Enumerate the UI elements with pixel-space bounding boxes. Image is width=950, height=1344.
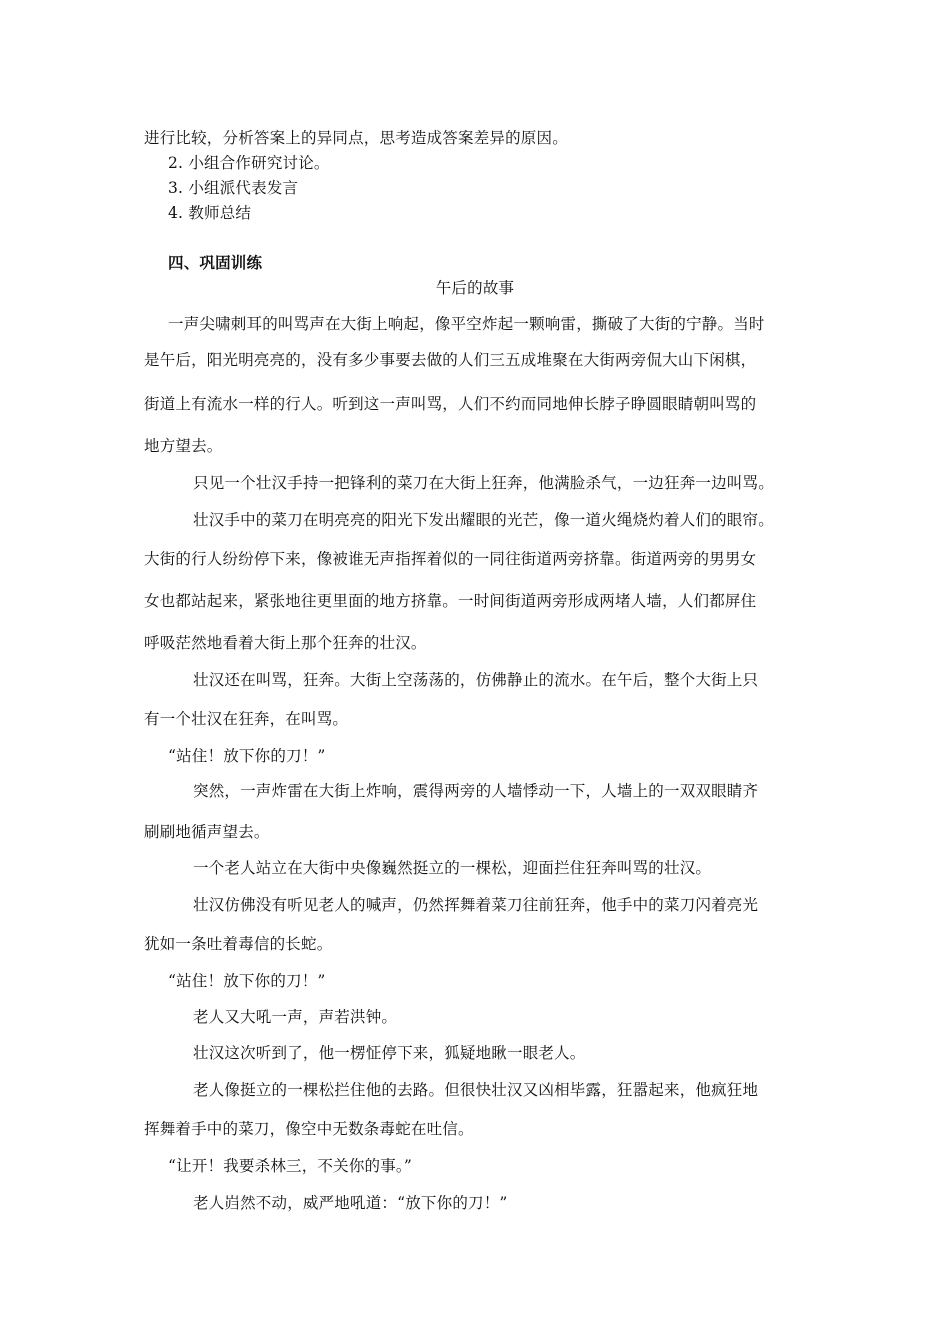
story-line: 只见一个壮汉手持一把锋利的菜刀在大街上狂奔，他满脸杀气，一边狂奔一边叫骂。	[193, 474, 774, 492]
intro-line-3: 3. 小组派代表发言	[168, 179, 299, 197]
story-line: 壮汉手中的菜刀在明亮亮的阳光下发出耀眼的光芒，像一道火绳烧灼着人们的眼帘。	[193, 511, 774, 529]
story-line: 街道上有流水一样的行人。听到这一声叫骂，人们不约而同地伸长脖子睁圆眼睛朝叫骂的	[144, 395, 757, 413]
story-line: 壮汉这次听到了，他一楞怔停下来，狐疑地瞅一眼老人。	[193, 1044, 586, 1062]
story-line: 大街的行人纷纷停下来，像被谁无声指挥着似的一同往街道两旁挤靠。街道两旁的男男女	[144, 550, 757, 568]
story-line: “站住！放下你的刀！”	[168, 972, 326, 990]
story-line: 呼吸茫然地看着大街上那个狂奔的壮汉。	[144, 634, 427, 652]
story-line: 是午后，阳光明亮亮的，没有多少事要去做的人们三五成堆聚在大街两旁侃大山下闲棋，	[144, 351, 757, 369]
story-line: 老人像挺立的一棵松拦住他的去路。但很快壮汉又凶相毕露，狂嚣起来，他疯狂地	[193, 1081, 759, 1099]
story-line: “站住！放下你的刀！”	[168, 747, 326, 765]
story-title: 午后的故事	[435, 279, 515, 297]
story-line: 有一个壮汉在狂奔，在叫骂。	[144, 710, 349, 728]
story-line: “让开！我要杀林三，不关你的事。”	[168, 1157, 412, 1175]
story-line: 刷刷地循声望去。	[144, 823, 270, 841]
story-line: 地方望去。	[144, 437, 223, 455]
story-line: 壮汉仿佛没有听见老人的喊声，仍然挥舞着菜刀往前狂奔，他手中的菜刀闪着亮光	[193, 896, 759, 914]
story-line: 突然，一声炸雷在大街上炸响，震得两旁的人墙悸动一下，人墙上的一双双眼睛齐	[193, 782, 759, 800]
section-heading: 四、巩固训练	[168, 254, 263, 272]
intro-line-1: 进行比较，分析答案上的异同点，思考造成答案差异的原因。	[144, 129, 568, 147]
story-line: 挥舞着手中的菜刀，像空中无数条毒蛇在吐信。	[144, 1120, 474, 1138]
story-line: 老人岿然不动，威严地吼道：“放下你的刀！”	[193, 1194, 508, 1212]
story-line: 女也都站起来，紧张地往更里面的地方挤靠。一时间街道两旁形成两堵人墙，人们都屏住	[144, 592, 757, 610]
intro-line-2: 2. 小组合作研究讨论。	[168, 154, 330, 172]
story-line: 老人又大吼一声，声若洪钟。	[193, 1008, 398, 1026]
story-line: 犹如一条吐着毒信的长蛇。	[144, 935, 333, 953]
intro-line-4: 4. 教师总结	[168, 204, 252, 222]
story-line: 壮汉还在叫骂，狂奔。大街上空荡荡的，仿佛静止的流水。在午后，整个大街上只	[193, 671, 759, 689]
story-line: 一个老人站立在大街中央像巍然挺立的一棵松，迎面拦住狂奔叫骂的壮汉。	[193, 859, 712, 877]
story-line: 一声尖啸刺耳的叫骂声在大街上响起，像平空炸起一颗响雷，撕破了大街的宁静。当时	[168, 315, 765, 333]
